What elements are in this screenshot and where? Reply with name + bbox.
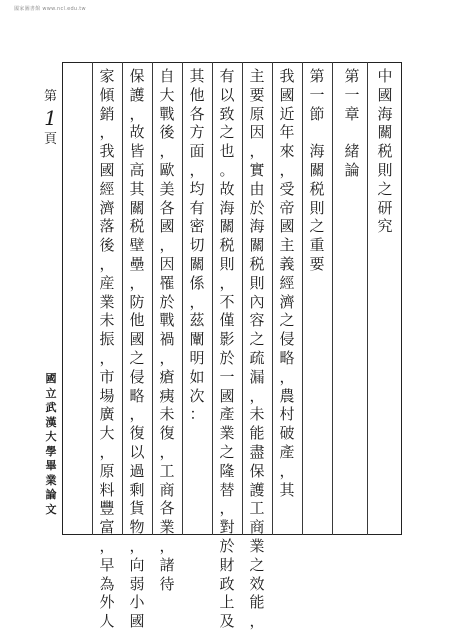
column-glyph: 帝: [279, 198, 295, 217]
column-glyph: ，: [99, 442, 115, 461]
column-glyph: 疏: [249, 348, 265, 367]
column-glyph: 銷: [99, 104, 115, 123]
column-glyph: 剩: [129, 480, 145, 499]
column-glyph: 罹: [159, 273, 175, 292]
institution-glyph: 漢: [45, 415, 57, 429]
column-glyph: 國: [129, 612, 145, 631]
column-glyph: 因: [159, 254, 175, 273]
text-column: [212, 62, 242, 631]
column-glyph: 之: [129, 348, 145, 367]
column-glyph: 盡: [249, 442, 265, 461]
column-glyph: 為: [99, 574, 115, 593]
column-glyph: 之: [249, 555, 265, 574]
column-glyph: 皆: [129, 142, 145, 161]
column-glyph: 第: [344, 67, 360, 85]
column-glyph: 關: [129, 198, 145, 217]
column-glyph: 工: [159, 461, 175, 480]
institution-glyph: 文: [45, 502, 57, 516]
column-glyph: ：: [189, 405, 205, 424]
column-glyph: ，: [159, 442, 175, 461]
column-glyph: 他: [189, 85, 205, 104]
column-glyph: 論: [344, 160, 360, 179]
page-prefix: 第: [44, 89, 58, 104]
column-glyph: 壁: [129, 236, 145, 255]
column-glyph: 業: [219, 424, 235, 443]
column-glyph: ，: [279, 367, 295, 386]
column-glyph: 場: [99, 386, 115, 405]
column-glyph: 第: [309, 67, 325, 85]
column-glyph: 一: [344, 85, 360, 104]
column-glyph: ，: [99, 348, 115, 367]
column-glyph: 隆: [219, 461, 235, 480]
page-number: [44, 88, 57, 148]
column-glyph: 豐: [99, 499, 115, 518]
column-glyph: ，: [189, 160, 205, 179]
text-column-section: [302, 62, 332, 535]
column-glyph: ，: [99, 123, 115, 142]
column-glyph: 來: [279, 142, 295, 161]
column-glyph: 國: [279, 85, 295, 104]
column-glyph: 保: [129, 67, 145, 85]
column-glyph: 海: [249, 217, 265, 236]
column-glyph: 早: [99, 555, 115, 574]
column-glyph: 防: [129, 292, 145, 311]
institution-glyph: 業: [45, 473, 57, 487]
column-glyph: 他: [129, 311, 145, 330]
column-glyph: 歐: [159, 160, 175, 179]
column-glyph: 之: [249, 330, 265, 349]
column-glyph: 之: [377, 179, 393, 198]
column-glyph: 關: [189, 254, 205, 273]
column-glyph: ，: [249, 612, 265, 631]
institution-label: [44, 372, 58, 517]
column-glyph: ，: [129, 273, 145, 292]
column-glyph: 則: [249, 273, 265, 292]
column-glyph: 原: [249, 104, 265, 123]
column-glyph: 節: [309, 104, 325, 123]
column-glyph: ，: [249, 386, 265, 405]
column-glyph: 一: [309, 85, 325, 104]
column-glyph: 國: [279, 217, 295, 236]
column-glyph: 關: [249, 236, 265, 255]
column-glyph: 一: [219, 367, 235, 386]
text-column: [92, 62, 122, 631]
column-glyph: 關: [219, 217, 235, 236]
column-glyph: 致: [219, 104, 235, 123]
column-glyph: 復: [129, 424, 145, 443]
column-glyph: 政: [219, 574, 235, 593]
text-column: [242, 62, 272, 631]
column-glyph: 戰: [159, 311, 175, 330]
column-glyph: 於: [219, 348, 235, 367]
column-glyph: 面: [189, 142, 205, 161]
column-glyph: 振: [99, 330, 115, 349]
column-glyph: 業: [159, 518, 175, 537]
institution-glyph: 學: [45, 444, 57, 458]
column-glyph: 關: [377, 123, 393, 142]
column-glyph: 保: [249, 461, 265, 480]
column-glyph: 未: [99, 311, 115, 330]
column-glyph: 能: [249, 424, 265, 443]
institution-glyph: 論: [45, 488, 57, 501]
column-glyph: 經: [279, 273, 295, 292]
column-glyph: 高: [129, 160, 145, 179]
column-glyph: 業: [99, 292, 115, 311]
column-glyph: 各: [159, 198, 175, 217]
column-glyph: 故: [219, 179, 235, 198]
text-column: [272, 62, 302, 535]
column-glyph: ，: [129, 536, 145, 555]
column-glyph: 破: [279, 424, 295, 443]
column-glyph: 海: [377, 104, 393, 123]
column-glyph: 税: [219, 236, 235, 255]
institution-glyph: 大: [45, 430, 57, 443]
column-glyph: 經: [99, 179, 115, 198]
text-column: [152, 62, 182, 593]
column-glyph: 以: [129, 442, 145, 461]
column-glyph: 茲: [189, 311, 205, 330]
column-glyph: 產: [219, 405, 235, 424]
column-glyph: 研: [377, 198, 393, 217]
column-glyph: 對: [219, 518, 235, 537]
column-glyph: 略: [279, 348, 295, 367]
column-glyph: ，: [129, 104, 145, 123]
column-glyph: 影: [219, 330, 235, 349]
column-glyph: ，: [279, 160, 295, 179]
column-glyph: 我: [99, 142, 115, 161]
institution-glyph: 立: [45, 386, 57, 400]
column-glyph: ，: [129, 405, 145, 424]
column-glyph: 緒: [344, 142, 360, 161]
column-glyph: 義: [279, 254, 295, 273]
column-glyph: 有: [189, 198, 205, 217]
column-glyph: 料: [99, 480, 115, 499]
institution-glyph: 國: [45, 372, 57, 385]
column-glyph: 密: [189, 217, 205, 236]
column-glyph: 及: [219, 612, 235, 631]
column-glyph: 係: [189, 273, 205, 292]
column-glyph: ，: [219, 273, 235, 292]
column-rule: [367, 62, 368, 535]
column-glyph: 之: [219, 123, 235, 142]
column-glyph: 物: [129, 518, 145, 537]
column-glyph: 財: [219, 555, 235, 574]
column-glyph: 國: [129, 330, 145, 349]
column-glyph: 內: [249, 292, 265, 311]
column-glyph: 於: [249, 198, 265, 217]
column-glyph: 次: [189, 386, 205, 405]
column-glyph: 各: [159, 499, 175, 518]
column-glyph: 落: [99, 217, 115, 236]
column-glyph: 國: [219, 386, 235, 405]
column-glyph: 之: [279, 311, 295, 330]
column-glyph: 主: [249, 67, 265, 85]
column-glyph: 要: [309, 254, 325, 273]
column-glyph: 我: [279, 67, 295, 85]
column-glyph: 海: [219, 198, 235, 217]
column-glyph: 壘: [129, 254, 145, 273]
column-glyph: [344, 123, 360, 142]
column-glyph: 產: [279, 442, 295, 461]
column-glyph: 自: [159, 67, 175, 85]
column-glyph: 上: [219, 593, 235, 612]
column-glyph: 要: [249, 85, 265, 104]
column-glyph: 濟: [99, 198, 115, 217]
column-glyph: 濟: [279, 292, 295, 311]
column-glyph: 切: [189, 236, 205, 255]
column-glyph: 商: [249, 518, 265, 537]
column-glyph: 復: [159, 424, 175, 443]
column-glyph: 由: [249, 179, 265, 198]
column-glyph: 其: [129, 179, 145, 198]
column-glyph: ，: [159, 142, 175, 161]
column-glyph: 則: [219, 254, 235, 273]
page-suffix: 頁: [44, 132, 58, 147]
institution-glyph: 武: [45, 401, 57, 414]
column-glyph: 則: [377, 160, 393, 179]
column-glyph: 貨: [129, 499, 145, 518]
column-glyph: ，: [189, 292, 205, 311]
column-glyph: 如: [189, 367, 205, 386]
column-glyph: ，: [279, 461, 295, 480]
column-glyph: 方: [189, 123, 205, 142]
column-glyph: 主: [279, 236, 295, 255]
institution-glyph: 畢: [45, 459, 57, 472]
column-glyph: ，: [159, 348, 175, 367]
column-glyph: 瘡: [159, 367, 175, 386]
column-glyph: 均: [189, 179, 205, 198]
column-glyph: 各: [189, 104, 205, 123]
column-glyph: 護: [129, 85, 145, 104]
column-glyph: 税: [377, 142, 393, 161]
watermark: 國家圖書館 www.ncl.edu.tw: [14, 6, 86, 12]
text-column: [122, 62, 152, 631]
column-glyph: 農: [279, 386, 295, 405]
column-glyph: ，: [159, 236, 175, 255]
column-glyph: 也: [219, 142, 235, 161]
column-glyph: ，: [99, 536, 115, 555]
column-glyph: 之: [309, 217, 325, 236]
column-glyph: 村: [279, 405, 295, 424]
column-glyph: 效: [249, 574, 265, 593]
column-glyph: 税: [249, 254, 265, 273]
column-glyph: 人: [99, 612, 115, 631]
column-glyph: 近: [279, 104, 295, 123]
column-glyph: 戰: [159, 104, 175, 123]
column-glyph: 弱: [129, 574, 145, 593]
column-glyph: 其: [189, 67, 205, 85]
column-glyph: 於: [159, 292, 175, 311]
column-glyph: 美: [159, 179, 175, 198]
column-glyph: ，: [99, 254, 115, 273]
column-glyph: 過: [129, 461, 145, 480]
column-glyph: 市: [99, 367, 115, 386]
column-glyph: 能: [249, 593, 265, 612]
column-glyph: 大: [99, 424, 115, 443]
column-glyph: 原: [99, 461, 115, 480]
text-column: [182, 62, 212, 535]
column-glyph: 海: [309, 142, 325, 161]
column-glyph: 未: [249, 405, 265, 424]
column-glyph: 於: [219, 536, 235, 555]
column-glyph: ，: [219, 499, 235, 518]
column-glyph: 國: [377, 85, 393, 104]
column-glyph: 故: [129, 123, 145, 142]
column-glyph: 實: [249, 160, 265, 179]
column-glyph: 明: [189, 348, 205, 367]
column-glyph: 待: [159, 574, 175, 593]
column-glyph: 家: [99, 67, 115, 85]
column-glyph: ，: [249, 142, 265, 161]
column-glyph: 重: [309, 236, 325, 255]
column-glyph: 小: [129, 593, 145, 612]
column-glyph: 關: [309, 160, 325, 179]
column-glyph: 大: [159, 85, 175, 104]
column-glyph: 向: [129, 555, 145, 574]
column-glyph: 國: [159, 217, 175, 236]
column-glyph: [309, 123, 325, 142]
column-glyph: 容: [249, 311, 265, 330]
column-glyph: 廣: [99, 405, 115, 424]
column-glyph: 禍: [159, 330, 175, 349]
text-column-chapter: [337, 62, 367, 535]
column-glyph: 富: [99, 518, 115, 537]
column-glyph: 後: [159, 123, 175, 142]
column-glyph: 外: [99, 593, 115, 612]
column-glyph: 以: [219, 85, 235, 104]
column-glyph: 國: [99, 160, 115, 179]
text-column-title: [372, 62, 398, 535]
column-glyph: 税: [129, 217, 145, 236]
column-glyph: ，: [159, 536, 175, 555]
column-glyph: 業: [249, 536, 265, 555]
column-glyph: 究: [377, 217, 393, 236]
column-glyph: 後: [99, 236, 115, 255]
column-glyph: 僅: [219, 311, 235, 330]
column-glyph: 。: [219, 160, 235, 179]
column-rule: [332, 62, 333, 535]
column-glyph: 中: [377, 67, 393, 85]
column-glyph: 章: [344, 104, 360, 123]
column-glyph: 則: [309, 198, 325, 217]
column-glyph: 不: [219, 292, 235, 311]
column-glyph: 産: [99, 273, 115, 292]
column-glyph: 傾: [99, 85, 115, 104]
column-glyph: 侵: [129, 367, 145, 386]
column-glyph: 痍: [159, 386, 175, 405]
column-glyph: 受: [279, 179, 295, 198]
column-glyph: 侵: [279, 330, 295, 349]
column-glyph: 税: [309, 179, 325, 198]
column-glyph: 工: [249, 499, 265, 518]
column-glyph: 其: [279, 480, 295, 499]
column-glyph: 闡: [189, 330, 205, 349]
column-glyph: 因: [249, 123, 265, 142]
column-glyph: 商: [159, 480, 175, 499]
column-glyph: 之: [219, 442, 235, 461]
column-glyph: 諸: [159, 555, 175, 574]
page-number-value: 1: [44, 106, 57, 130]
column-glyph: 略: [129, 386, 145, 405]
column-glyph: 護: [249, 480, 265, 499]
column-glyph: 未: [159, 405, 175, 424]
column-glyph: 替: [219, 480, 235, 499]
column-glyph: 漏: [249, 367, 265, 386]
column-glyph: 有: [219, 67, 235, 85]
column-glyph: 年: [279, 123, 295, 142]
